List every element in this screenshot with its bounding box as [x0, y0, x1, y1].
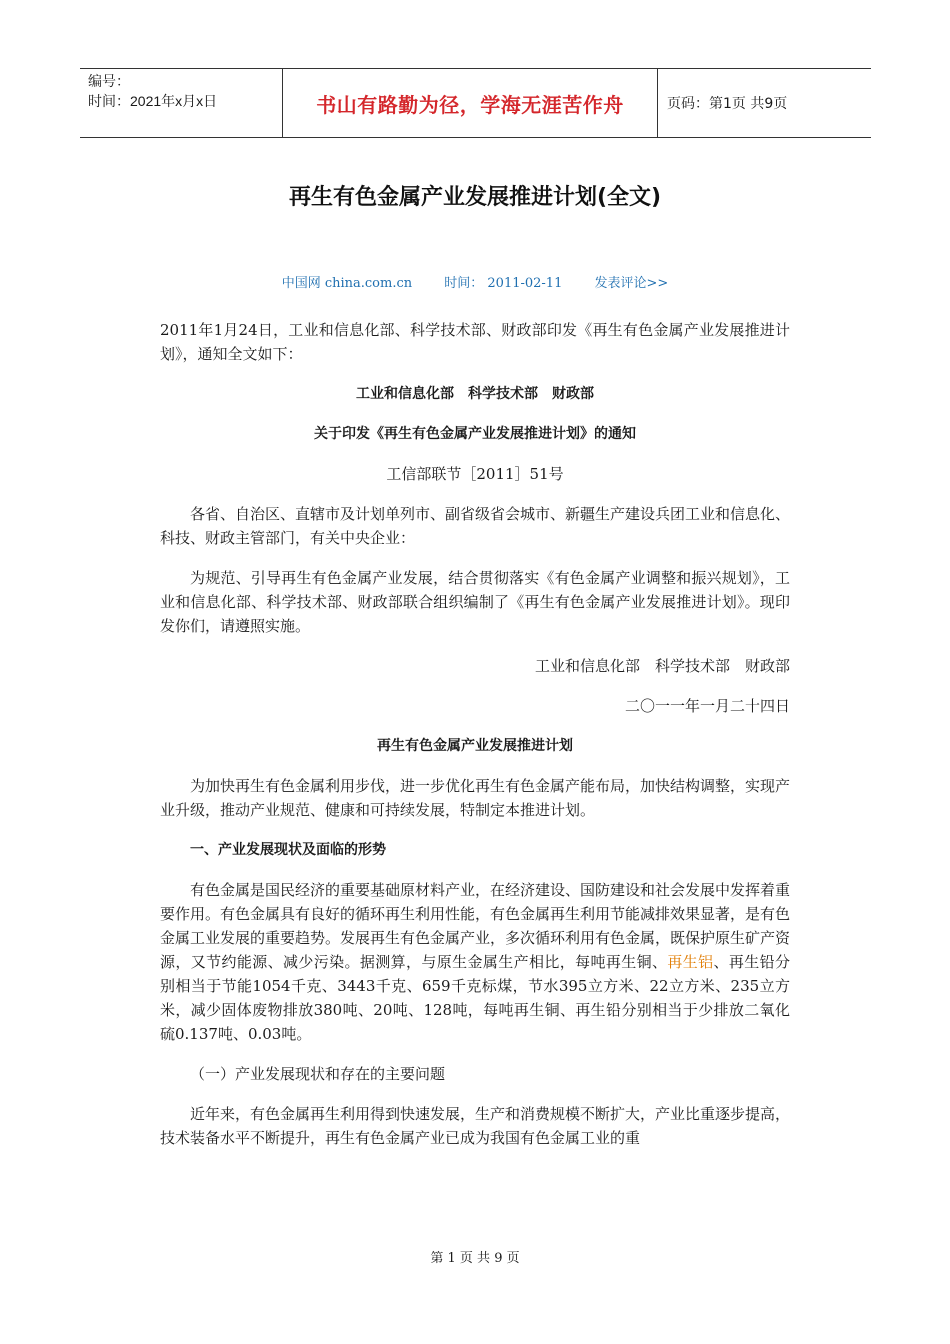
subsection-heading-1: （一）产业发展现状和存在的主要问题 — [190, 1065, 446, 1083]
page-label: 页码：第1页 共9页 — [667, 96, 788, 112]
section-1-paragraph — [160, 878, 790, 1046]
section-1-text-b: 、再生铅分别相当于节能1054千克、3443千克、659千克标煤，节水395立方米、22立方米、235立方米，减少固体废物排放380吨、20吨、128吨，每吨再生铜、再生铅分别相当于少排放二氧化硫0.137吨、0.03吨。 — [160, 953, 790, 1043]
notice-title: 关于印发《再生有色金属产业发展推进计划》的通知 — [314, 426, 636, 442]
signature-date: 二〇一一年一月二十四日 — [624, 697, 790, 715]
header-meta — [80, 69, 282, 137]
publish-time: 时间： 2011-02-11 — [444, 276, 563, 291]
recycled-aluminum-link[interactable]: 再生铝 — [667, 953, 714, 971]
section-1-text-a: 有色金属是国民经济的重要基础原材料产业，在经济建设、国防建设和社会发展中发挥着重要作用。有色金属具有良好的循环再生利用性能，有色金属再生利用节能减排效果显著，是有色金属工业发展的重要趋势。发展再生有色金属产业，多次循环利用有色金属，既保护原生矿产资源，又节约能源、减少污染。据测算，与原生金属生产相比，每吨再生铜、 — [160, 881, 791, 971]
header-motto-cell — [282, 69, 658, 137]
page-header — [80, 68, 871, 138]
section-heading-1: 一、产业发展现状及面临的形势 — [190, 842, 386, 858]
source-site[interactable]: 中国网 china.com.cn — [281, 276, 413, 291]
addressee-paragraph: 各省、自治区、直辖市及计划单列市、副省级省会城市、新疆生产建设兵团工业和信息化、科技、财政主管部门，有关中央企业： — [160, 505, 791, 547]
notice-body-paragraph: 为规范、引导再生有色金属产业发展，结合贯彻落实《有色金属产业调整和振兴规划》，工业和信息化部、科学技术部、财政部联合组织编制了《再生有色金属产业发展推进计划》。现印发你们，请遵照实施。 — [160, 569, 790, 635]
document-body — [160, 318, 790, 1166]
time-label: 时间：2021年x月x日 — [88, 93, 218, 109]
header-page-cell — [658, 69, 871, 137]
comment-link[interactable]: 发表评论>> — [594, 276, 669, 291]
signature-departments: 工业和信息化部 科学技术部 财政部 — [534, 657, 790, 675]
motto: 书山有路勤为径，学海无涯苦作舟 — [316, 92, 624, 117]
page-footer: 第 1 页 共 9 页 — [430, 1251, 520, 1266]
document-title: 再生有色金属产业发展推进计划(全文) — [288, 185, 662, 210]
issuing-departments: 工业和信息化部 科学技术部 财政部 — [356, 386, 594, 402]
intro-paragraph: 2011年1月24日，工业和信息化部、科学技术部、财政部印发《再生有色金属产业发展推进计划》，通知全文如下： — [160, 321, 790, 363]
subsection-1-paragraph: 近年来，有色金属再生利用得到快速发展，生产和消费规模不断扩大，产业比重逐步提高，技术装备水平不断提升，再生有色金属产业已成为我国有色金属工业的重 — [160, 1105, 791, 1147]
plan-intro-paragraph: 为加快再生有色金属利用步伐，进一步优化再生有色金属产能布局，加快结构调整，实现产业升级，推动产业规范、健康和可持续发展，特制定本推进计划。 — [160, 777, 791, 819]
document-number: 工信部联节［2011］51号 — [386, 465, 564, 483]
number-label: 编号： — [88, 73, 130, 89]
source-line — [0, 272, 950, 291]
plan-title: 再生有色金属产业发展推进计划 — [377, 738, 573, 754]
